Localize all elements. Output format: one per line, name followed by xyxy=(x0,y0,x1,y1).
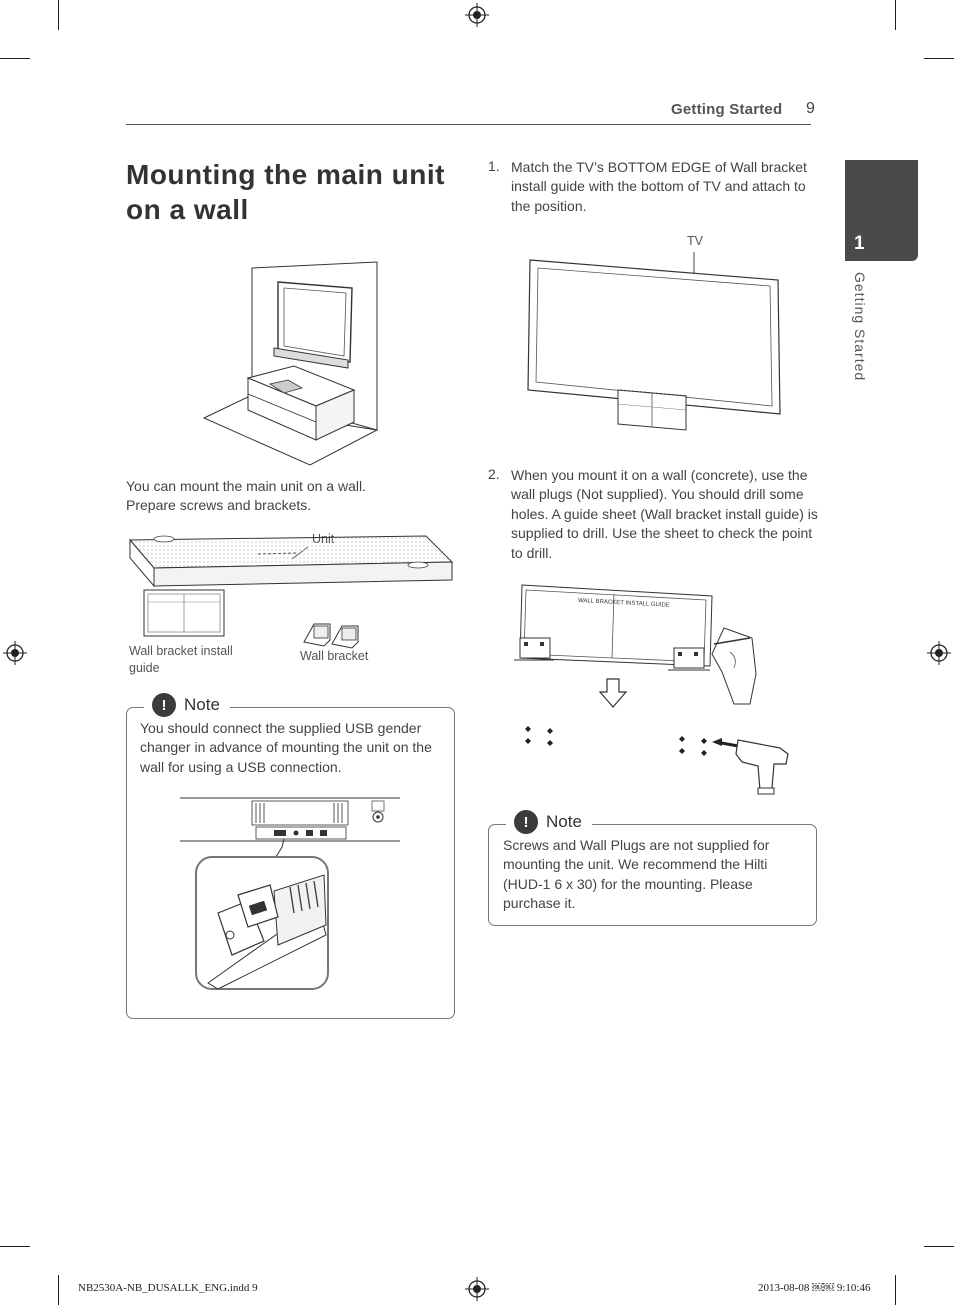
registration-mark-icon xyxy=(927,641,951,665)
exclamation-icon: ! xyxy=(152,693,176,717)
note-title-screws xyxy=(506,810,592,834)
crop-mark xyxy=(0,1246,30,1247)
crop-mark xyxy=(895,1275,896,1305)
note-text-screws: Screws and Wall Plugs are not supplied for mounting the unit. We recommend the Hilti (HUD-1 6 x 30) for the mounting. Please purchase it. xyxy=(503,837,770,912)
step-1-text: Match the TV’s BOTTOM EDGE of Wall bracket install guide with the bottom of TV and attach to the position. xyxy=(511,159,807,214)
crop-mark xyxy=(58,1275,59,1305)
note-text-usb: You should connect the supplied USB gender changer in advance of mounting the unit on the wall for using a USB connection. xyxy=(140,720,432,775)
wall-bracket-guide-illustration xyxy=(140,588,230,642)
crop-mark xyxy=(0,58,30,59)
note-title-usb xyxy=(144,693,230,717)
step-2-number: 2. xyxy=(488,466,500,482)
crop-mark xyxy=(58,0,59,30)
down-arrow-icon xyxy=(599,678,627,708)
wall-bracket-guide-label: Wall bracket install guide xyxy=(129,644,233,675)
exclamation-icon: ! xyxy=(514,810,538,834)
drill-points-illustration xyxy=(520,724,564,748)
crop-mark xyxy=(924,58,954,59)
note-title-text: Note xyxy=(546,812,582,831)
room-illustration xyxy=(200,260,380,470)
footer-timestamp: 2013-08-08 ￼￼ 9:10:46 xyxy=(758,1282,871,1294)
registration-mark-icon xyxy=(465,1277,489,1301)
step-1-number: 1. xyxy=(488,158,500,174)
usb-connection-illustration xyxy=(178,795,403,995)
page-number: 9 xyxy=(806,100,815,117)
header-section-title: Getting Started xyxy=(671,101,783,118)
wall-bracket-label: Wall bracket xyxy=(300,649,369,663)
note-title-text: Note xyxy=(184,695,220,714)
intro-line-1: You can mount the main unit on a wall. xyxy=(126,478,366,494)
registration-mark-icon xyxy=(3,641,27,665)
intro-line-2: Prepare screws and brackets. xyxy=(126,497,312,513)
drill-illustration xyxy=(674,732,799,798)
crop-mark xyxy=(895,0,896,30)
page-title: Mounting the main unit on a wall xyxy=(126,159,445,225)
chapter-number: 1 xyxy=(854,233,865,254)
chapter-label: Getting Started xyxy=(852,272,868,382)
step-2-text: When you mount it on a wall (concrete), use the wall plugs (Not supplied). You should drill some holes. A guide sheet (Wall bracket install guide) is supplied to drill. Use the sheet to check the point to drill. xyxy=(511,467,818,561)
registration-mark-icon xyxy=(465,3,489,27)
footer-file-info: NB2530A-NB_DUSALLK_ENG.indd 9 xyxy=(78,1282,258,1294)
wall-bracket-illustration xyxy=(300,620,364,650)
header-divider xyxy=(126,124,811,125)
guide-sheet-label: WALL BRACKET INSTALL GUIDE xyxy=(577,598,670,609)
tv-guide-illustration xyxy=(526,250,786,435)
wall-guide-sheet-illustration xyxy=(514,582,764,707)
tv-label: TV xyxy=(687,234,703,248)
crop-mark xyxy=(924,1246,954,1247)
